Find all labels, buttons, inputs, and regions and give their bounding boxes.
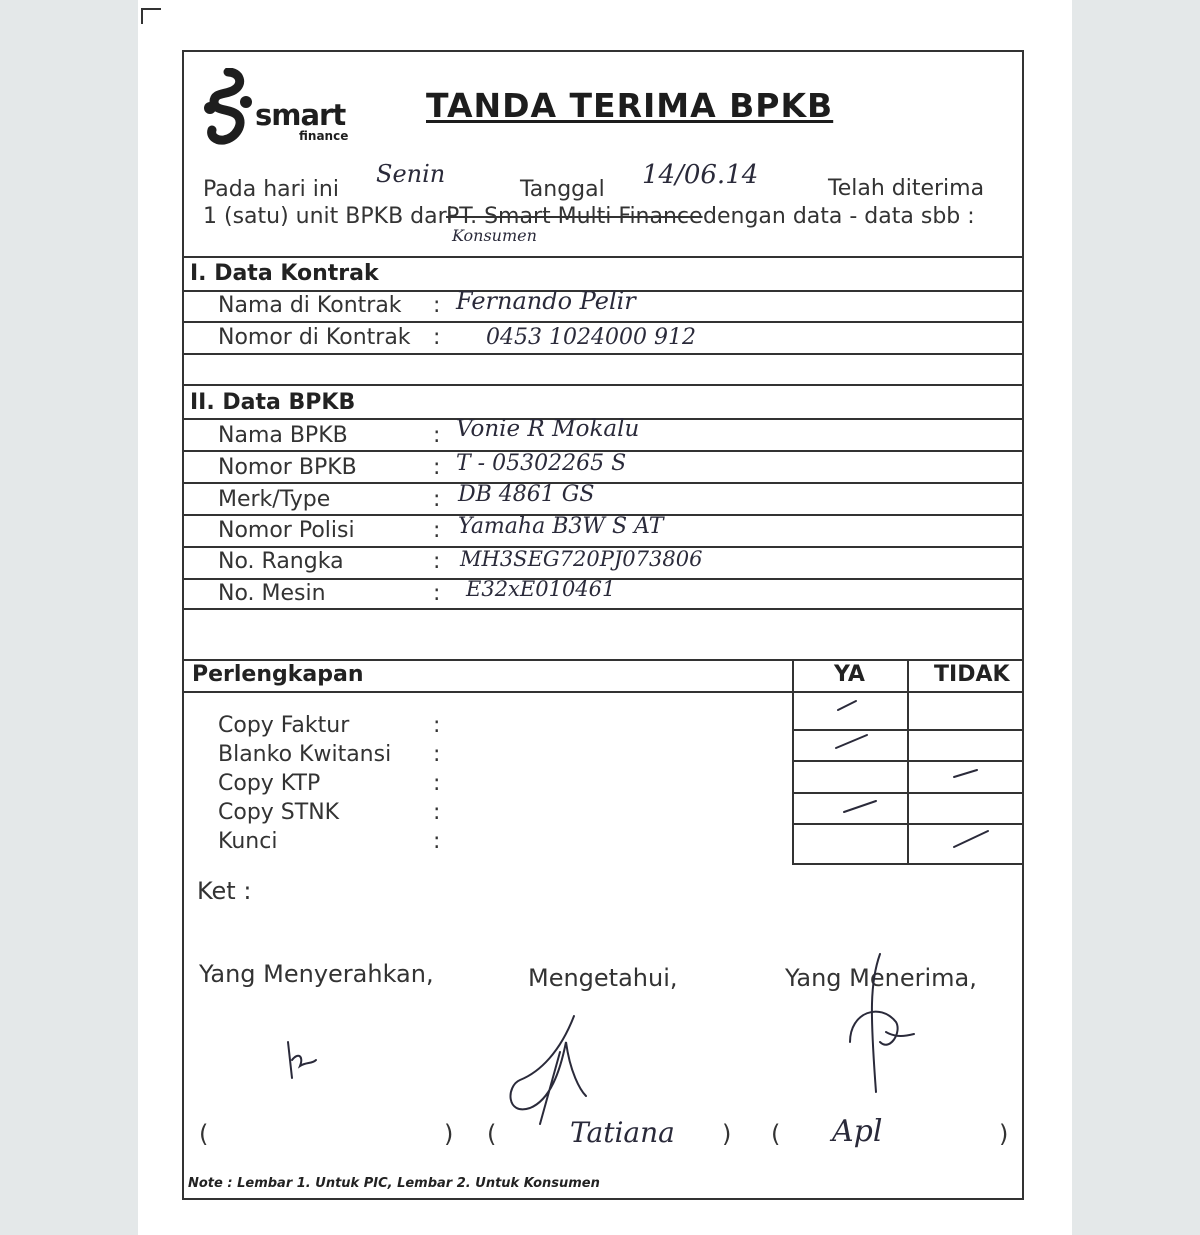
smart-finance-logo-icon [200, 68, 256, 146]
colon: : [433, 325, 441, 350]
tanggal-label: Tanggal [520, 177, 605, 202]
data-bpkb-heading: II. Data BPKB [190, 390, 356, 415]
colon: : [433, 455, 441, 480]
unit-bpkb-text: 1 (satu) unit BPKB dari [203, 204, 453, 229]
checkbox-row-line [792, 863, 1024, 865]
pt-struck-text: PT. Smart Multi Finance [446, 204, 703, 229]
yang-menyerahkan-label: Yang Menyerahkan, [199, 960, 434, 988]
no-rangka-value: MH3SEG720PJ073806 [460, 547, 703, 571]
logo-subtext: finance [299, 129, 349, 143]
paren-open: ( [771, 1120, 781, 1148]
signature-menerima [840, 952, 920, 1102]
signature-menyerahkan [282, 1038, 322, 1084]
divider-line [182, 659, 1024, 661]
no-mesin-value: E32xE010461 [466, 577, 616, 601]
colon: : [433, 549, 441, 574]
colon: : [433, 771, 441, 796]
merk-type-value: DB 4861 GS [458, 482, 595, 507]
paren-close: ) [999, 1120, 1009, 1148]
check-mark-icon [842, 798, 880, 814]
paren-open: ( [199, 1120, 209, 1148]
paren-open: ( [487, 1120, 497, 1148]
colon: : [433, 487, 441, 512]
paren-close: ) [444, 1120, 454, 1148]
blanko-kwitansi-label: Blanko Kwitansi [218, 742, 392, 767]
nama-kontrak-label: Nama di Kontrak [218, 293, 402, 318]
pada-hari-ini-label: Pada hari ini [203, 177, 339, 202]
colon: : [433, 423, 441, 448]
konsumen-handwritten: Konsumen [452, 226, 537, 245]
colon: : [433, 742, 441, 767]
check-mark-icon [952, 766, 980, 780]
colon: : [433, 713, 441, 738]
nomor-bpkb-value: T - 05302265 S [456, 451, 627, 476]
divider-line [182, 384, 1024, 386]
name-menerima: Apl [832, 1114, 883, 1149]
nomor-kontrak-value: 0453 1024000 912 [486, 325, 696, 350]
nama-bpkb-value: Vonie R Mokalu [456, 416, 640, 442]
nomor-polisi-label: Nomor Polisi [218, 518, 355, 543]
colon: : [433, 518, 441, 543]
telah-diterima-label: Telah diterima [828, 176, 985, 201]
check-mark-icon [836, 698, 860, 712]
merk-type-label: Merk/Type [218, 487, 331, 512]
divider-line [182, 608, 1024, 610]
checkbox-row-line [792, 729, 1024, 731]
divider-line [182, 256, 1024, 258]
copy-ktp-label: Copy KTP [218, 771, 321, 796]
nama-bpkb-label: Nama BPKB [218, 423, 348, 448]
colon: : [433, 293, 441, 318]
dengan-data-text: dengan data - data sbb : [703, 204, 975, 229]
colon: : [433, 581, 441, 606]
nomor-polisi-value: Yamaha B3W S AT [458, 514, 664, 539]
checkbox-row-line [792, 823, 1024, 825]
perlengkapan-heading: Perlengkapan [192, 662, 364, 687]
data-kontrak-heading: I. Data Kontrak [190, 261, 379, 286]
colon: : [433, 800, 441, 825]
copy-faktur-label: Copy Faktur [218, 713, 350, 738]
no-mesin-label: No. Mesin [218, 581, 326, 606]
divider-line [182, 482, 1024, 484]
page-corner-mark [141, 8, 161, 24]
check-mark-icon [834, 732, 870, 750]
copy-stnk-label: Copy STNK [218, 800, 340, 825]
colon: : [433, 829, 441, 854]
tanggal-handwritten-value: 14/06.14 [642, 160, 759, 190]
divider-line [182, 321, 1024, 323]
divider-line [182, 691, 1024, 693]
checkbox-row-line [792, 792, 1024, 794]
document-title: TANDA TERIMA BPKB [426, 86, 834, 125]
divider-line [182, 353, 1024, 355]
kunci-label: Kunci [218, 829, 278, 854]
ya-column-header: YA [834, 662, 865, 687]
check-mark-icon [952, 828, 992, 850]
checkbox-row-line [792, 760, 1024, 762]
yang-menerima-label: Yang Menerima, [785, 964, 977, 992]
no-rangka-label: No. Rangka [218, 549, 344, 574]
paren-close: ) [722, 1120, 732, 1148]
signature-mengetahui [500, 1012, 600, 1132]
name-mengetahui: Tatiana [570, 1116, 675, 1149]
logo-text: smart [255, 98, 346, 132]
ket-label: Ket : [197, 877, 252, 905]
nomor-kontrak-label: Nomor di Kontrak [218, 325, 411, 350]
hari-handwritten-value: Senin [376, 160, 446, 188]
nomor-bpkb-label: Nomor BPKB [218, 455, 357, 480]
mengetahui-label: Mengetahui, [528, 964, 678, 992]
footer-note: Note : Lembar 1. Untuk PIC, Lembar 2. Untuk Konsumen [188, 1176, 600, 1191]
tidak-column-header: TIDAK [934, 662, 1010, 687]
nama-kontrak-value: Fernando Pelir [456, 287, 636, 315]
